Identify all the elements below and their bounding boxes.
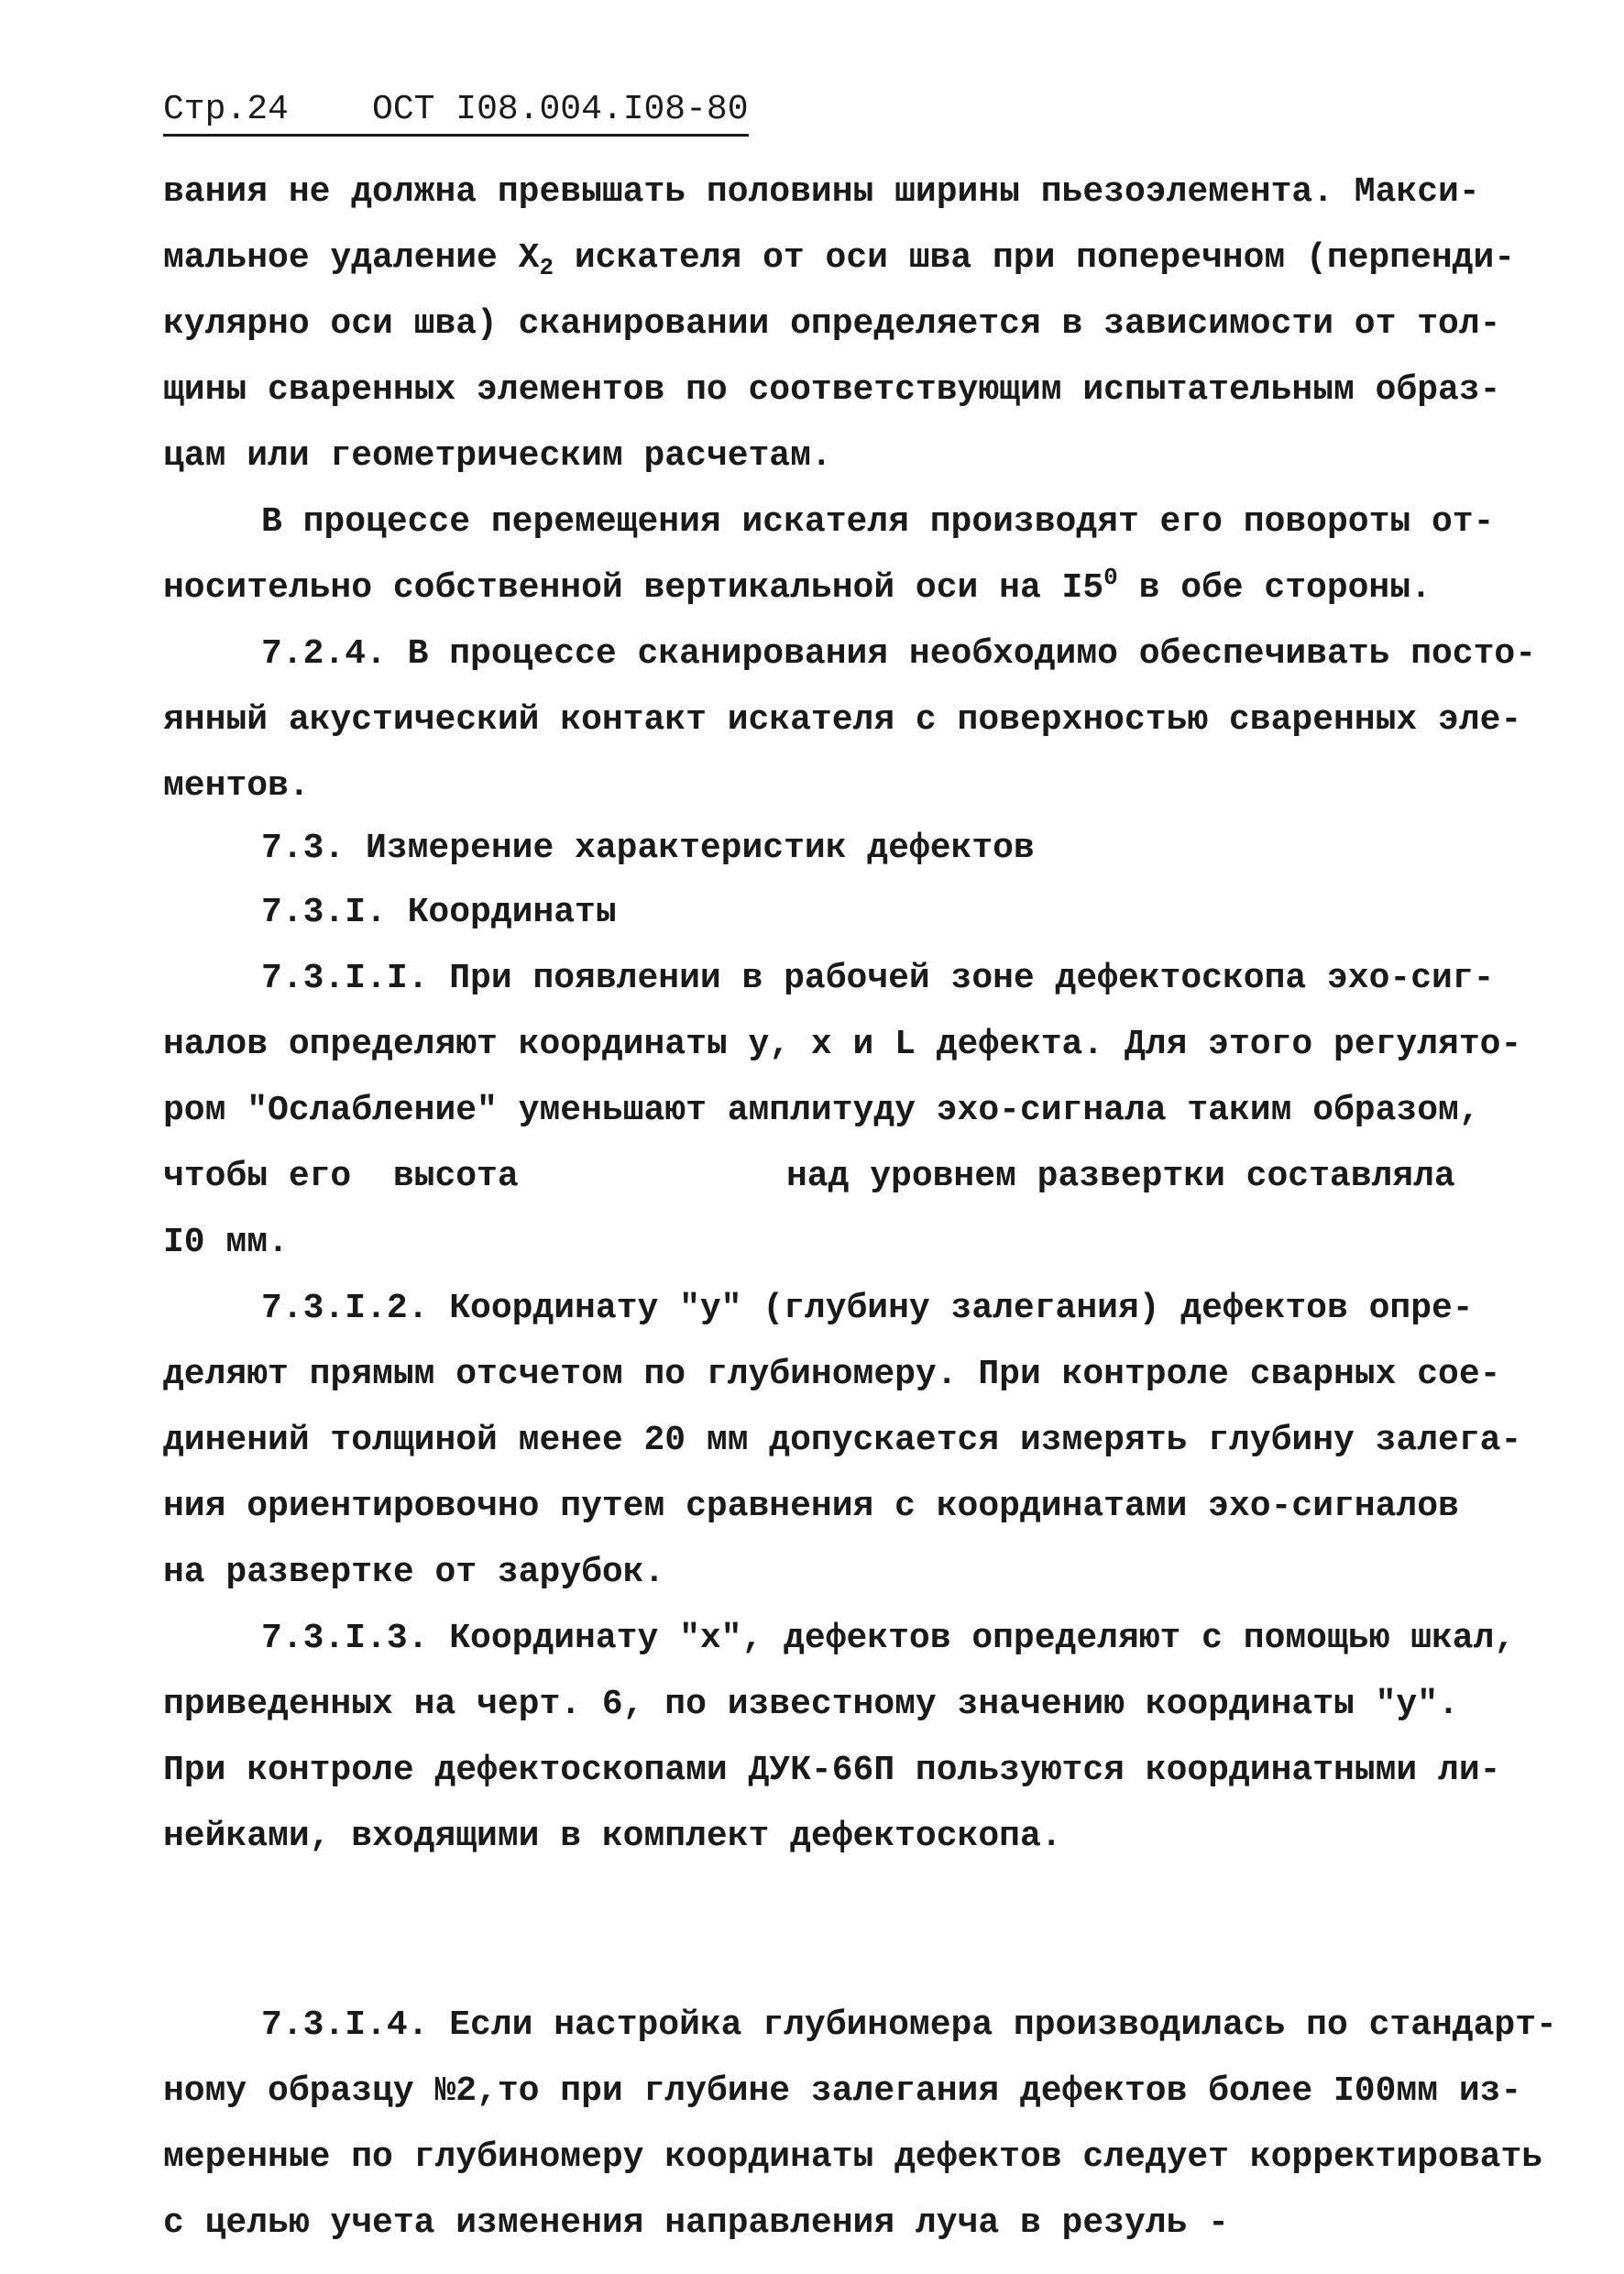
text-line: над уровнем развертки составляла bbox=[786, 1157, 1455, 1196]
superscript: 0 bbox=[1103, 564, 1118, 591]
page-header bbox=[163, 88, 749, 137]
text-line: цам или геометрическим расчетам. bbox=[163, 436, 832, 476]
text-line: 7.3.I.3. Координату "х", дефектов определяют с помощью шкал, bbox=[261, 1619, 1516, 1658]
text-line: деляют прямым отсчетом по глубиномеру. При контроле сварных сое- bbox=[163, 1355, 1501, 1394]
text-line: 7.3.I.4. Если настройка глубиномера производилась по стандарт- bbox=[261, 2005, 1557, 2045]
section-heading: 7.3. Измерение характеристик дефектов bbox=[261, 829, 1035, 868]
text-line: нейками, входящими в комплект дефектоскопа. bbox=[163, 1817, 1062, 1856]
text-line: ром "Ослабление" уменьшают амплитуду эхо-сигнала таким образом, bbox=[163, 1091, 1480, 1130]
text-line: мальное удаление $X_2$ искателя от оси шва при поперечном (перпенди- bbox=[163, 238, 1516, 281]
text-line: 7.3.I.I. При появлении в рабочей зоне дефектоскопа эхо-сиг- bbox=[261, 959, 1495, 998]
text-line: При контроле дефектоскопами ДУК-66П пользуются координатными ли- bbox=[163, 1751, 1501, 1790]
standard-code: ОСТ I08.004.I08-80 bbox=[372, 90, 749, 129]
text-line: на развертке от зарубок. bbox=[163, 1553, 665, 1592]
text-line: щины сваренных элементов по соответствующим испытательным образ- bbox=[163, 370, 1501, 410]
text-line: вания не должна превышать половины ширины пьезоэлемента. Макси- bbox=[163, 172, 1480, 212]
text-line: чтобы его высота bbox=[163, 1157, 519, 1196]
text-line: налов определяют координаты у, х и L дефекта. Для этого регулято- bbox=[163, 1025, 1522, 1064]
section-heading: 7.3.I. Координаты bbox=[261, 893, 617, 932]
text-line: кулярно оси шва) сканировании определяется в зависимости от тол- bbox=[163, 304, 1501, 344]
text-line: динений толщиной менее 20 мм допускается измерять глубину залега- bbox=[163, 1421, 1522, 1460]
text-line: меренные по глубиномеру координаты дефектов следует корректировать bbox=[163, 2137, 1543, 2177]
text-line: В процессе перемещения искателя производят его повороты от- bbox=[261, 502, 1495, 542]
text-line: ментов. bbox=[163, 766, 310, 806]
text-line: I0 мм. bbox=[163, 1223, 289, 1262]
text-line: с целью учета изменения направления луча в резуль - bbox=[163, 2203, 1229, 2243]
subscript: 2 bbox=[539, 254, 554, 281]
text-line: носительно собственной вертикальной оси на $I5^0$ в обе стороны. bbox=[163, 564, 1432, 608]
text-line: янный акустический контакт искателя с поверхностью сваренных эле- bbox=[163, 700, 1522, 740]
page-number: Стр.24 bbox=[163, 90, 289, 129]
text-line: ния ориентировочно путем сравнения с координатами эхо-сигналов bbox=[163, 1487, 1459, 1526]
text-line: приведенных на черт. 6, по известному значению координаты "у". bbox=[163, 1685, 1459, 1724]
text-line: 7.3.I.2. Координату "у" (глубину залегания) дефектов опре- bbox=[261, 1289, 1474, 1328]
text-line: ному образцу №2,то при глубине залегания дефектов более I00мм из- bbox=[163, 2071, 1522, 2111]
text-line: 7.2.4. В процессе сканирования необходимо обеспечивать посто- bbox=[261, 634, 1537, 674]
